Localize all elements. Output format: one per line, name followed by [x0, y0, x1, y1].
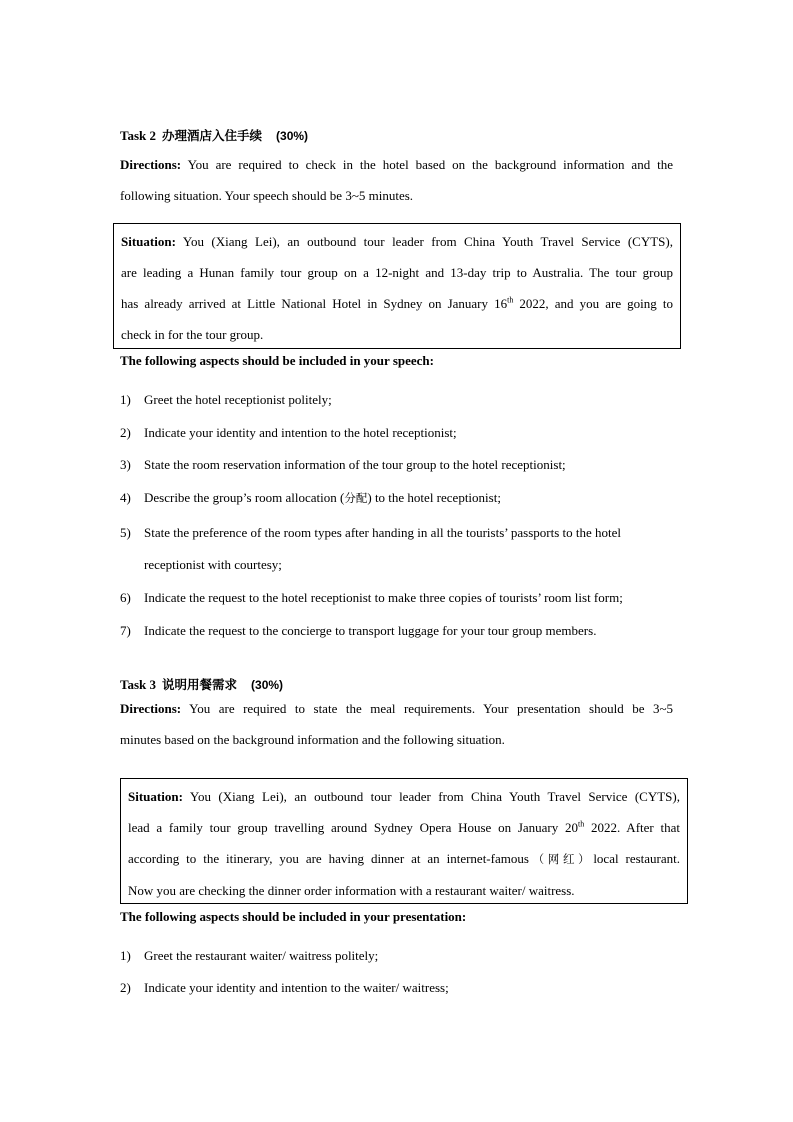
task3-directions-line2: minutes based on the background information and the following situation.	[120, 732, 505, 747]
task3-heading	[120, 675, 283, 693]
task3-situation-line3a: according to the itinerary, you are having dinner at an internet-famous	[128, 851, 529, 866]
task2-situation-line2: are leading a Hunan family tour group on a 12-night and 13-day trip to Australia. The tour group	[121, 265, 673, 280]
task3-percent: (30%)	[251, 678, 284, 692]
task2-situation-line3a: has already arrived at Little National Hotel in Sydney on January 16	[121, 296, 508, 311]
task3-aspects-title: The following aspects should be included in your presentation:	[120, 909, 467, 924]
task3-title: Task 3	[120, 677, 157, 692]
task3-title-cn: 说明用餐需求	[162, 677, 238, 692]
task2-percent: (30%)	[276, 129, 309, 143]
task2-situation-line4: check in for the tour group.	[121, 327, 264, 342]
list-item: 7) Indicate the request to the concierge to transport luggage for your tour group members.	[120, 623, 597, 638]
task2-heading	[120, 126, 308, 144]
task3-situation-line3b: local restaurant.	[593, 851, 681, 866]
task3-situation-line2b: 2022. After that	[584, 820, 680, 835]
list-item: 3) State the room reservation information of the tour group to the hotel receptionist;	[120, 457, 566, 472]
task2-title: Task 2	[120, 128, 157, 143]
task3-directions-line1: You are required to state the meal requirements. Your presentation should be 3~5	[181, 701, 673, 716]
list-item: 4) Describe the group’s room allocation (分配) to the hotel receptionist;	[120, 490, 501, 505]
task2-title-cn: 办理酒店入住手续	[162, 128, 263, 143]
task2-situation-line3-sup: th	[507, 295, 514, 305]
list-item: 2) Indicate your identity and intention to the waiter/ waitress;	[120, 980, 449, 995]
list-item: 2) Indicate your identity and intention to the hotel receptionist;	[120, 425, 457, 440]
task3-situation-line1: You (Xiang Lei), an outbound tour leader from China Youth Travel Service (CYTS),	[182, 789, 680, 804]
task2-situation-label: Situation:	[121, 234, 176, 249]
task2-situation-box	[113, 223, 681, 349]
task3-situation-line2a: lead a family tour group travelling around Sydney Opera House on January 20	[128, 820, 579, 835]
list-item: 1) Greet the hotel receptionist politely;	[120, 392, 332, 407]
task2-situation-line3b: 2022, and you are going to	[513, 296, 673, 311]
task3-situation-line3-cn: （网红）	[528, 852, 594, 866]
task2-directions-label: Directions:	[120, 157, 182, 172]
task2-directions	[120, 149, 673, 211]
task2-situation-line1: You (Xiang Lei), an outbound tour leader from China Youth Travel Service (CYTS),	[175, 234, 673, 249]
task3-situation-line2-sup: th	[578, 819, 585, 829]
list-item: 6) Indicate the request to the hotel receptionist to make three copies of tourists’ room list form;	[120, 590, 623, 605]
task2-directions-line1: You are required to check in the hotel based on the background information and the	[181, 157, 673, 172]
task3-directions-label: Directions:	[120, 701, 182, 716]
task3-situation-label: Situation:	[128, 789, 183, 804]
task3-situation-line4: Now you are checking the dinner order information with a restaurant waiter/ waitress.	[128, 883, 575, 898]
task2-aspects-title: The following aspects should be included in your speech:	[120, 353, 434, 368]
list-item: 1) Greet the restaurant waiter/ waitress politely;	[120, 948, 379, 963]
list-item: 5) State the preference of the room types after handing in all the tourists’ passports to the hotel receptionist with courtesy;	[120, 525, 622, 572]
task3-situation-box	[120, 778, 688, 904]
task2-directions-line2: following situation. Your speech should be 3~5 minutes.	[120, 188, 414, 203]
task3-directions	[120, 693, 673, 755]
